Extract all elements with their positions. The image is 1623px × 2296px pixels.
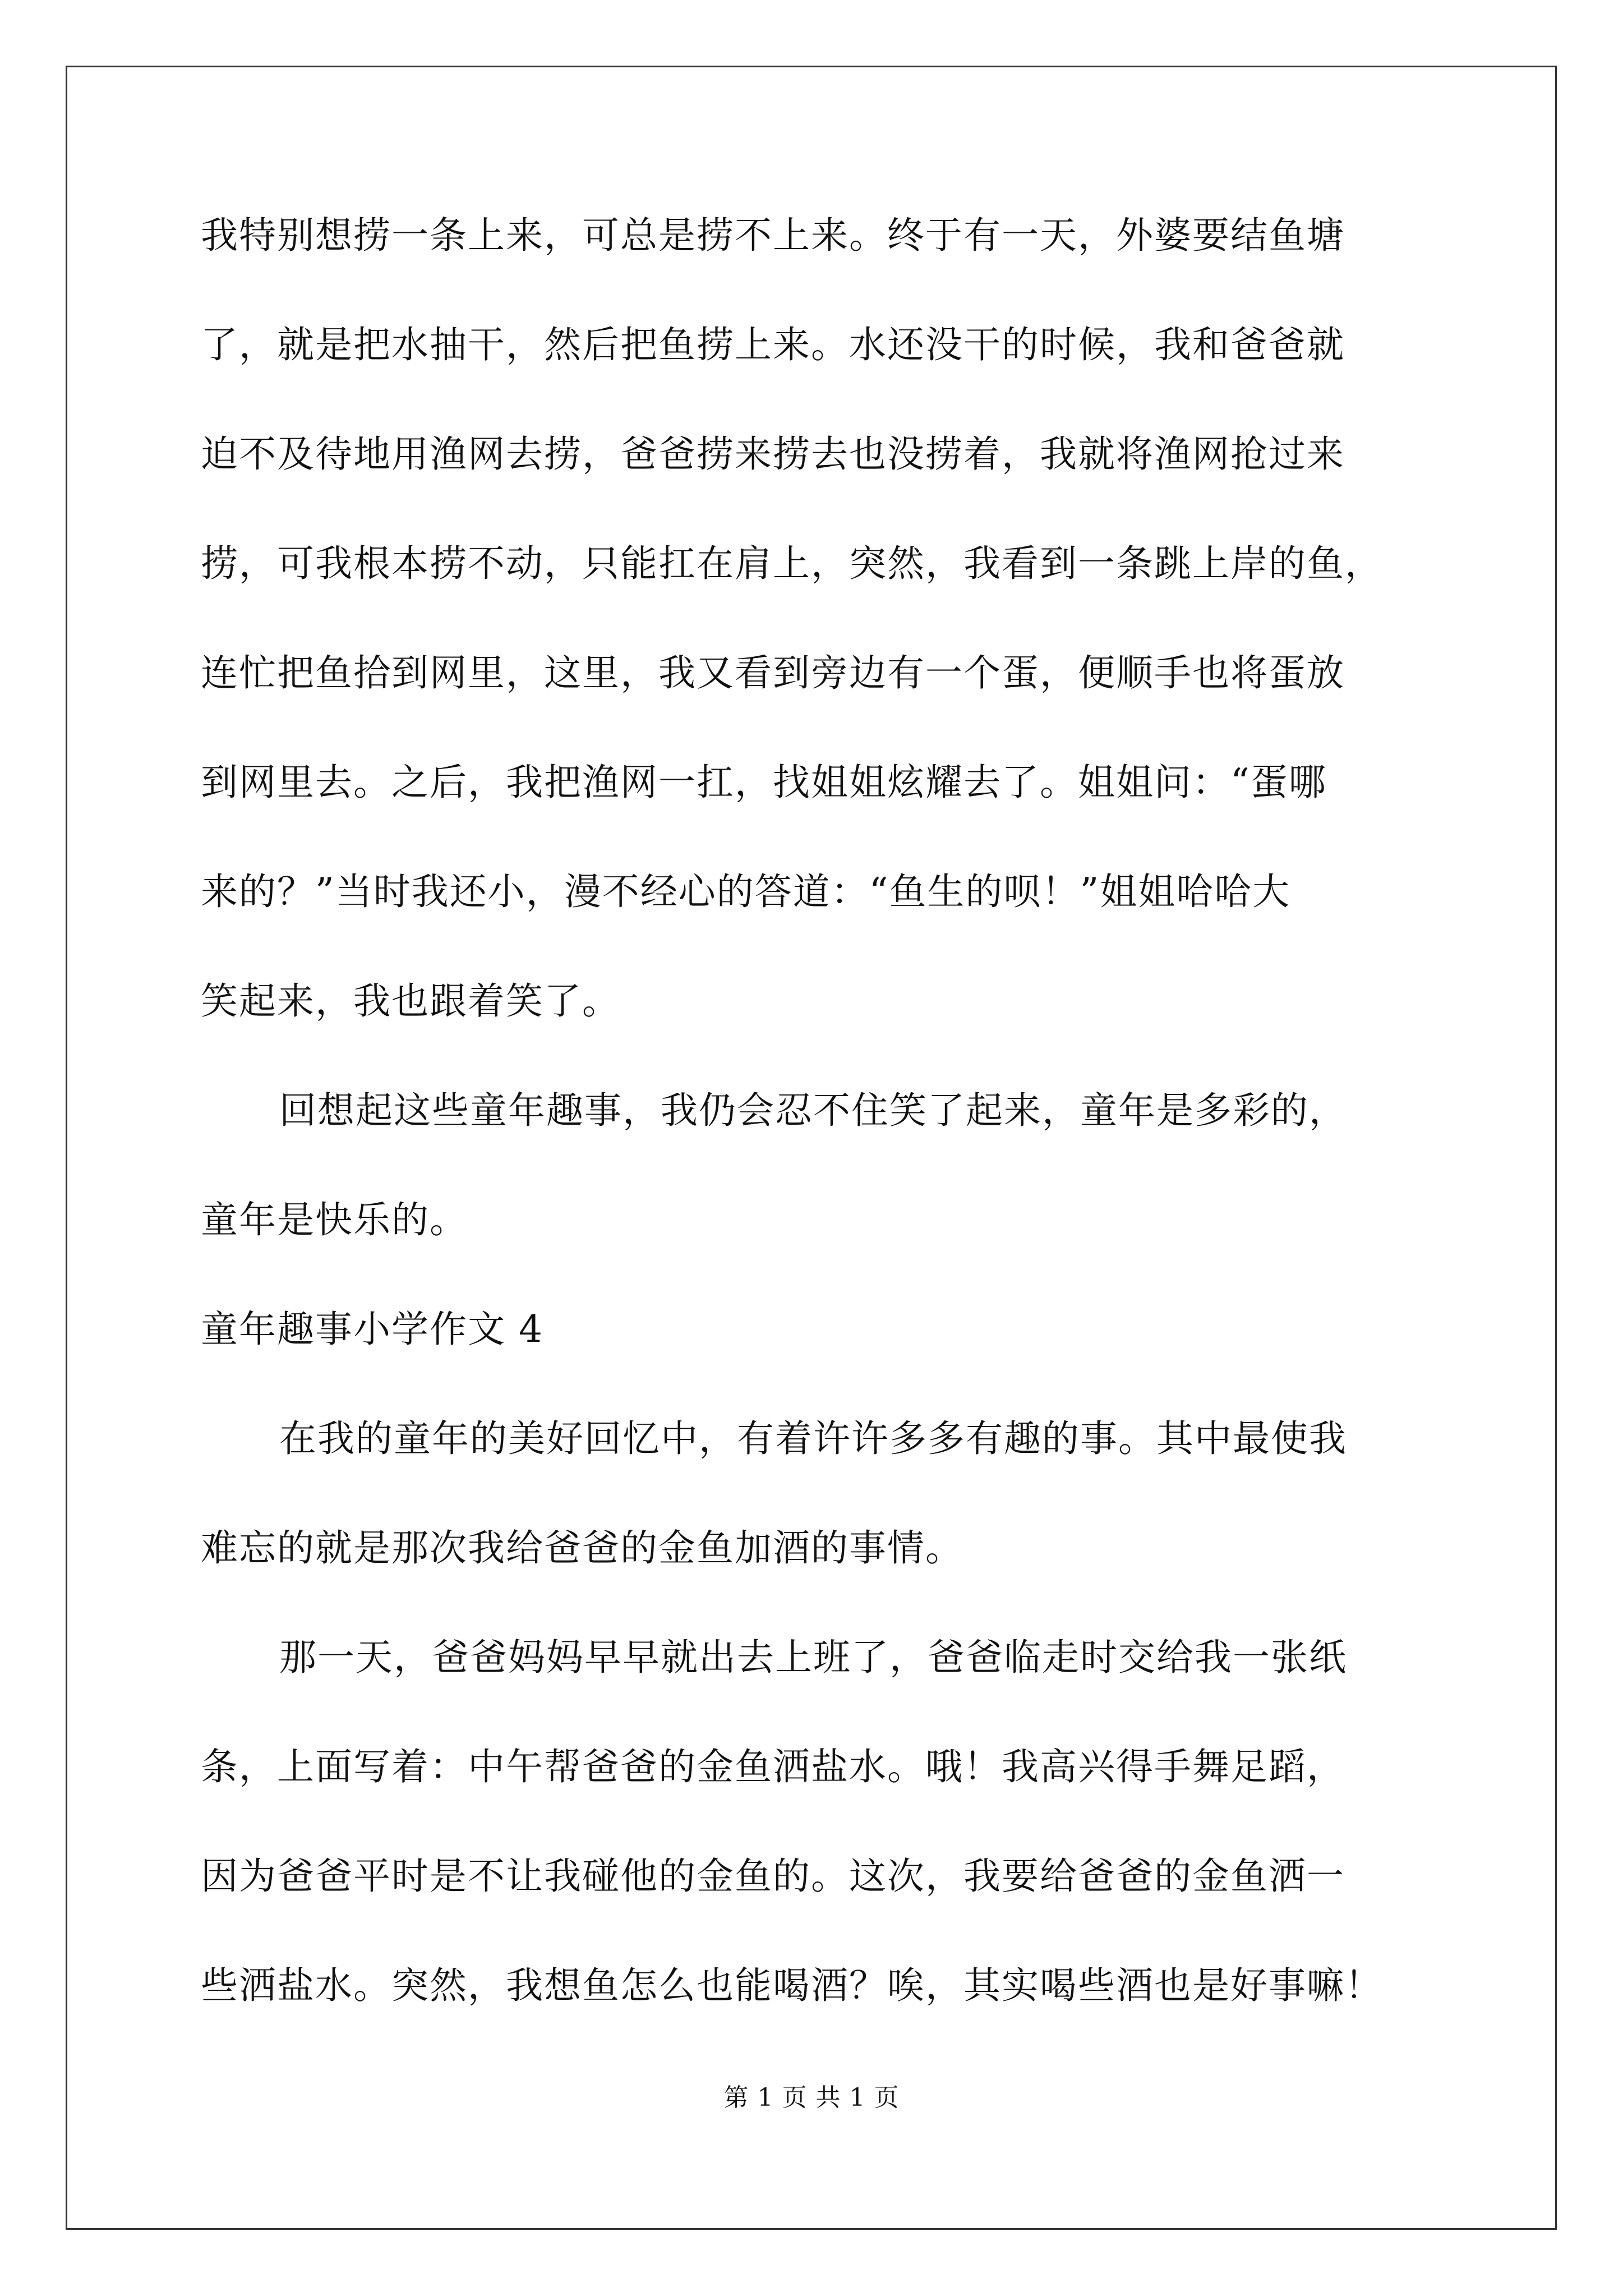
paragraph-line: 回想起这些童年趣事，我仍会忍不住笑了起来，童年是多彩的， <box>279 1089 1347 1132</box>
paragraph-line: 些洒盐水。突然，我想鱼怎么也能喝酒？唉，其实喝些酒也是好事嘛！ <box>201 1964 1383 2007</box>
paragraph-line: 我特别想捞一条上来，可总是捞不上来。终于有一天，外婆要结鱼塘 <box>201 214 1345 257</box>
paragraph-line: 在我的童年的美好回忆中，有着许许多多有趣的事。其中最使我 <box>279 1417 1347 1460</box>
paragraph-line: 童年是快乐的。 <box>201 1198 468 1241</box>
paragraph-line: 因为爸爸平时是不让我碰他的金鱼的。这次，我要给爸爸的金鱼洒一 <box>201 1855 1345 1898</box>
paragraph-line: 难忘的就是那次我给爸爸的金鱼加酒的事情。 <box>201 1526 963 1570</box>
page-footer: 第 1 页 共 1 页 <box>723 2083 900 2112</box>
paragraph-line: 来的？”当时我还小，漫不经心的答道：“鱼生的呗！”姐姐哈哈大 <box>201 870 1291 913</box>
paragraph-line: 笑起来，我也跟着笑了。 <box>201 979 620 1023</box>
section-heading: 童年趣事小学作文 4 <box>201 1308 543 1351</box>
paragraph-line: 迫不及待地用渔网去捞，爸爸捞来捞去也没捞着，我就将渔网抢过来 <box>201 432 1345 476</box>
page-border <box>66 66 1557 2230</box>
paragraph-line: 了，就是把水抽干，然后把鱼捞上来。水还没干的时候，我和爸爸就 <box>201 323 1345 366</box>
paragraph-line: 条，上面写着：中午帮爸爸的金鱼洒盐水。哦！我高兴得手舞足蹈， <box>201 1745 1345 1788</box>
paragraph-line: 那一天，爸爸妈妈早早就出去上班了，爸爸临走时交给我一张纸 <box>279 1636 1347 1679</box>
paragraph-line: 到网里去。之后，我把渔网一扛，找姐姐炫耀去了。姐姐问：“蛋哪 <box>201 761 1327 804</box>
paragraph-line: 捞，可我根本捞不动，只能扛在肩上，突然，我看到一条跳上岸的鱼， <box>201 542 1383 585</box>
paragraph-line: 连忙把鱼拾到网里，这里，我又看到旁边有一个蛋，便顺手也将蛋放 <box>201 651 1345 694</box>
